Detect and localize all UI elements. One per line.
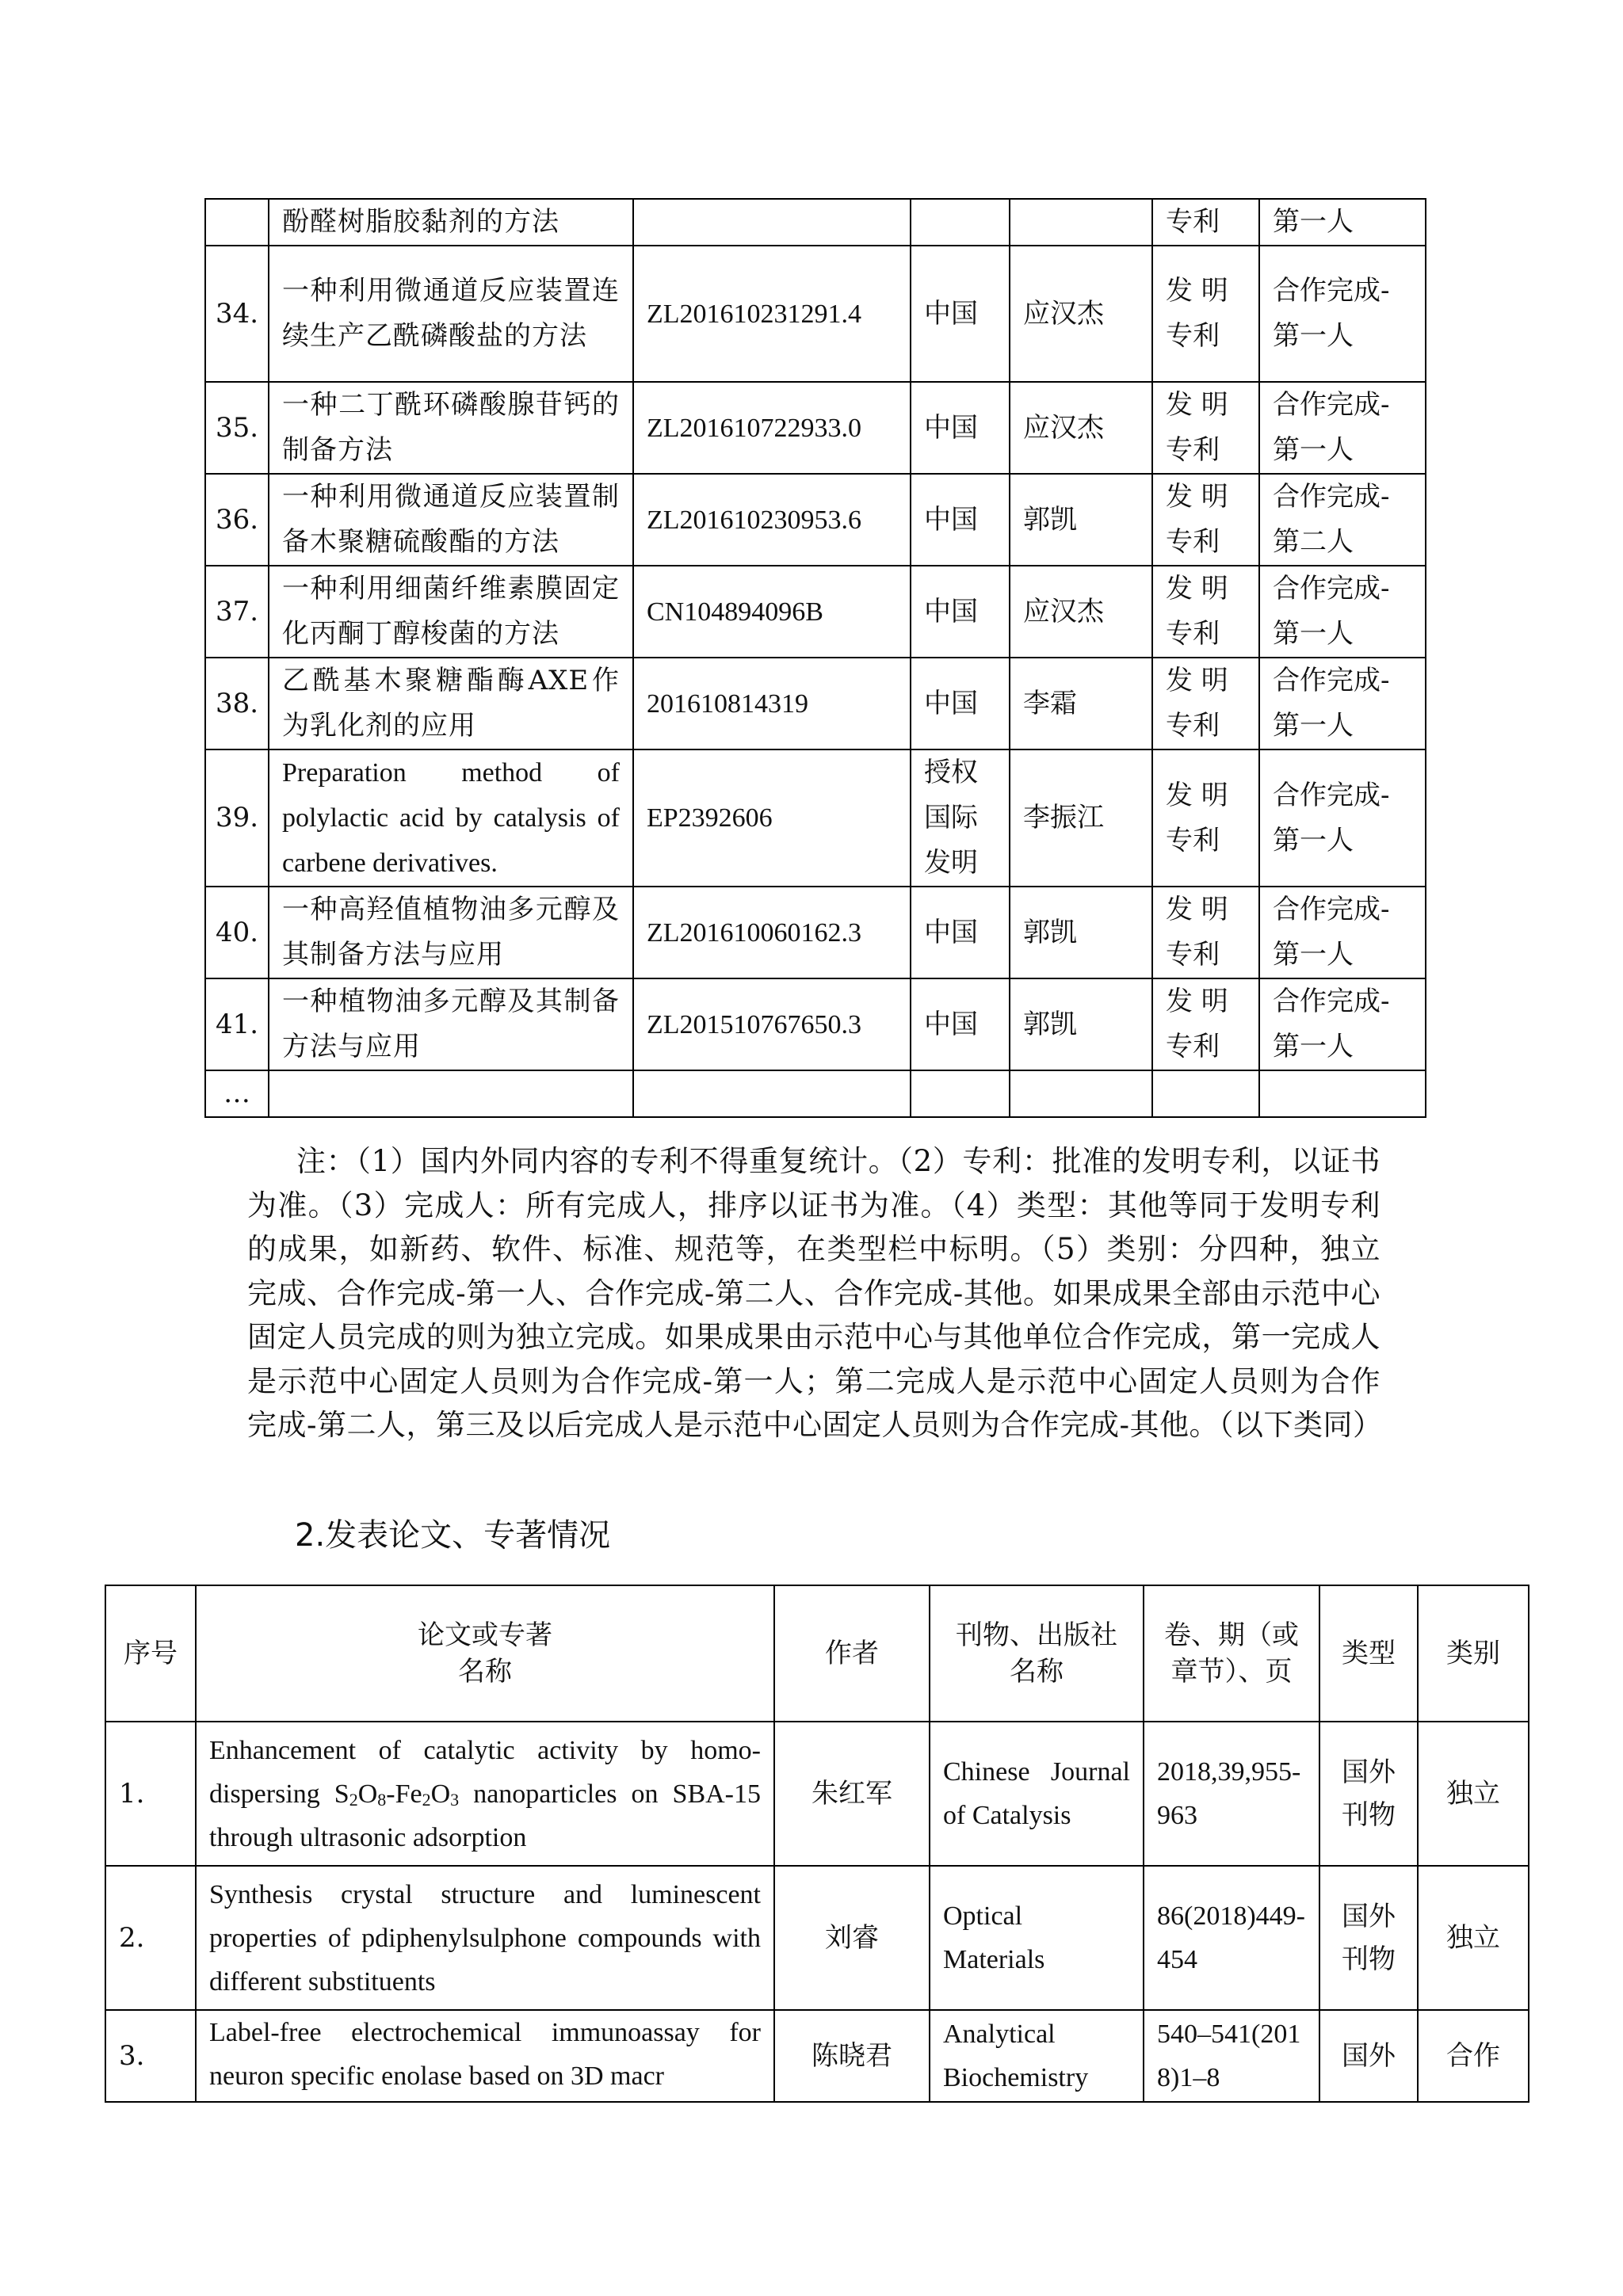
patent-inventor: 应汉杰: [1010, 246, 1152, 382]
patent-name: 乙酰基木聚糖酯酶AXE作为乳化剂的应用: [269, 658, 633, 749]
patent-row: [205, 566, 1426, 658]
patent-country: [911, 1070, 1010, 1117]
paper-volume: 86(2018)449-454: [1144, 1866, 1319, 2010]
paper-type: 国外刊物: [1319, 1866, 1418, 2010]
paper-volume: 540–541(2018)1–8: [1144, 2010, 1319, 2102]
patent-category: [1259, 1070, 1426, 1117]
header-author: 作者: [774, 1585, 930, 1722]
patent-row: [205, 382, 1426, 474]
patent-num: 34.: [205, 246, 269, 382]
table-note: 注：（1）国内外同内容的专利不得重复统计。（2）专利：批准的发明专利，以证书为准。（3）完成人：所有完成人，排序以证书为准。（4）类型：其他等同于发明专利的成果，如新药、软件、标准、规范等，在类型栏中标明。（5）类别：分四种，独立完成、合作完成-第一人、合作完成-第二人、合作完成-其他。如果成果全部由示范中心固定人员完成的则为独立完成。如果成果由示范中心与其他单位合作完成，第一完成人是示范中心固定人员则为合作完成-第一人；第二完成人是示范中心固定人员则为合作完成-第二人，第三及以后完成人是示范中心固定人员则为合作完成-其他。（以下类同）: [247, 1144, 1383, 1442]
patent-num: 41.: [205, 978, 269, 1070]
patent-category: 合作完成-第二人: [1259, 474, 1426, 566]
patent-category: 合作完成-第一人: [1259, 658, 1426, 749]
patent-country: 中国: [911, 566, 1010, 658]
patent-type: 发 明 专利: [1152, 246, 1259, 382]
patent-inventor: [1010, 1070, 1152, 1117]
patent-type: 发 明 专利: [1152, 978, 1259, 1070]
patent-number: ZL201510767650.3: [633, 978, 911, 1070]
patent-name: 一种利用细菌纤维素膜固定化丙酮丁醇梭菌的方法: [269, 566, 633, 658]
header-category: 类别: [1418, 1585, 1529, 1722]
patent-name: 一种植物油多元醇及其制备方法与应用: [269, 978, 633, 1070]
paper-num: 2.: [105, 1866, 196, 2010]
patent-num: 38.: [205, 658, 269, 749]
patent-number: ZL201610060162.3: [633, 887, 911, 978]
patent-number: ZL201610230953.6: [633, 474, 911, 566]
patent-name: 一种利用微通道反应装置连续生产乙酰磷酸盐的方法: [269, 246, 633, 382]
patent-num: …: [205, 1070, 269, 1117]
patent-type: [1152, 1070, 1259, 1117]
patent-row: [205, 749, 1426, 887]
patent-row: [205, 246, 1426, 382]
paper-row: [105, 1722, 1529, 1866]
patent-name: 酚醛树脂胶黏剂的方法: [269, 199, 633, 246]
patent-number: [633, 1070, 911, 1117]
paper-num: 3.: [105, 2010, 196, 2102]
patent-inventor: [1010, 199, 1152, 246]
patent-category: 合作完成-第一人: [1259, 566, 1426, 658]
patent-name: 一种高羟值植物油多元醇及其制备方法与应用: [269, 887, 633, 978]
patent-row: [205, 978, 1426, 1070]
section-heading: 2.发表论文、专著情况: [295, 1517, 611, 1554]
patent-name: 一种二丁酰环磷酸腺苷钙的制备方法: [269, 382, 633, 474]
patent-name: Preparation method of polylactic acid by catalysis of carbene derivatives.: [269, 749, 633, 887]
patent-type: 专利: [1152, 199, 1259, 246]
paper-author: 刘睿: [774, 1866, 930, 2010]
patent-type: 发 明 专利: [1152, 474, 1259, 566]
patent-country: 中国: [911, 246, 1010, 382]
patent-inventor: 应汉杰: [1010, 382, 1152, 474]
patent-type: 发 明 专利: [1152, 658, 1259, 749]
patent-number: ZL201610231291.4: [633, 246, 911, 382]
patent-num: 36.: [205, 474, 269, 566]
paper-type: 国外刊物: [1319, 1722, 1418, 1866]
paper-journal: Chinese Journal of Catalysis: [930, 1722, 1144, 1866]
paper-title: Label-free electrochemical immunoassay for neuron specific enolase based on 3D macr: [196, 2010, 774, 2102]
paper-title: Enhancement of catalytic activity by homo-dispersing $S_2O_8-Fe_2O_3$ nanoparticles on SBA-15 through ultrasonic adsorption: [196, 1722, 774, 1866]
patent-category: 第一人: [1259, 199, 1426, 246]
patent-row: [205, 199, 1426, 246]
patent-country: 授权国际发明: [911, 749, 1010, 887]
patent-num: 35.: [205, 382, 269, 474]
patent-type: 发 明 专利: [1152, 887, 1259, 978]
patent-number: [633, 199, 911, 246]
patent-category: 合作完成-第一人: [1259, 382, 1426, 474]
header-volume: 卷、期（或章节）、页: [1144, 1585, 1319, 1722]
patent-inventor: 郭凯: [1010, 474, 1152, 566]
patent-number: ZL201610722933.0: [633, 382, 911, 474]
patent-row: [205, 1070, 1426, 1117]
paper-author: 朱红军: [774, 1722, 930, 1866]
patent-country: [911, 199, 1010, 246]
patent-inventor: 李振江: [1010, 749, 1152, 887]
patent-country: 中国: [911, 887, 1010, 978]
paper-table: [105, 1585, 1529, 2103]
patent-num: 39.: [205, 749, 269, 887]
patent-category: 合作完成-第一人: [1259, 978, 1426, 1070]
patent-inventor: 李霜: [1010, 658, 1152, 749]
paper-row: [105, 1866, 1529, 2010]
patent-inventor: 郭凯: [1010, 978, 1152, 1070]
patent-num: 37.: [205, 566, 269, 658]
patent-type: 发 明 专利: [1152, 382, 1259, 474]
patent-name: 一种利用微通道反应装置制备木聚糖硫酸酯的方法: [269, 474, 633, 566]
patent-table: [204, 198, 1426, 1118]
patent-row: [205, 474, 1426, 566]
paper-category: 独立: [1418, 1722, 1529, 1866]
header-num: 序号: [105, 1585, 196, 1722]
patent-row: [205, 658, 1426, 749]
paper-volume: 2018,39,955-963: [1144, 1722, 1319, 1866]
patent-row: [205, 887, 1426, 978]
paper-header-row: [105, 1585, 1529, 1722]
patent-category: 合作完成-第一人: [1259, 246, 1426, 382]
patent-name: [269, 1070, 633, 1117]
patent-inventor: 郭凯: [1010, 887, 1152, 978]
paper-category: 合作: [1418, 2010, 1529, 2102]
header-journal: 刊物、出版社名称: [930, 1585, 1144, 1722]
paper-num: 1.: [105, 1722, 196, 1866]
patent-number: EP2392606: [633, 749, 911, 887]
patent-category: 合作完成-第一人: [1259, 749, 1426, 887]
patent-type: 发 明 专利: [1152, 566, 1259, 658]
patent-number: CN104894096B: [633, 566, 911, 658]
paper-author: 陈晓君: [774, 2010, 930, 2102]
paper-row: [105, 2010, 1529, 2102]
patent-country: 中国: [911, 658, 1010, 749]
patent-country: 中国: [911, 382, 1010, 474]
paper-type: 国外: [1319, 2010, 1418, 2102]
paper-title: Synthesis crystal structure and luminescent properties of pdiphenylsulphone compounds with different substituents: [196, 1866, 774, 2010]
header-type: 类型: [1319, 1585, 1418, 1722]
patent-country: 中国: [911, 474, 1010, 566]
patent-inventor: 应汉杰: [1010, 566, 1152, 658]
patent-category: 合作完成-第一人: [1259, 887, 1426, 978]
patent-type: 发 明 专利: [1152, 749, 1259, 887]
patent-number: 201610814319: [633, 658, 911, 749]
paper-category: 独立: [1418, 1866, 1529, 2010]
patent-num: 40.: [205, 887, 269, 978]
paper-journal: Optical Materials: [930, 1866, 1144, 2010]
paper-journal: Analytical Biochemistry: [930, 2010, 1144, 2102]
patent-num: [205, 199, 269, 246]
patent-country: 中国: [911, 978, 1010, 1070]
header-title: 论文或专著名称: [196, 1585, 774, 1722]
